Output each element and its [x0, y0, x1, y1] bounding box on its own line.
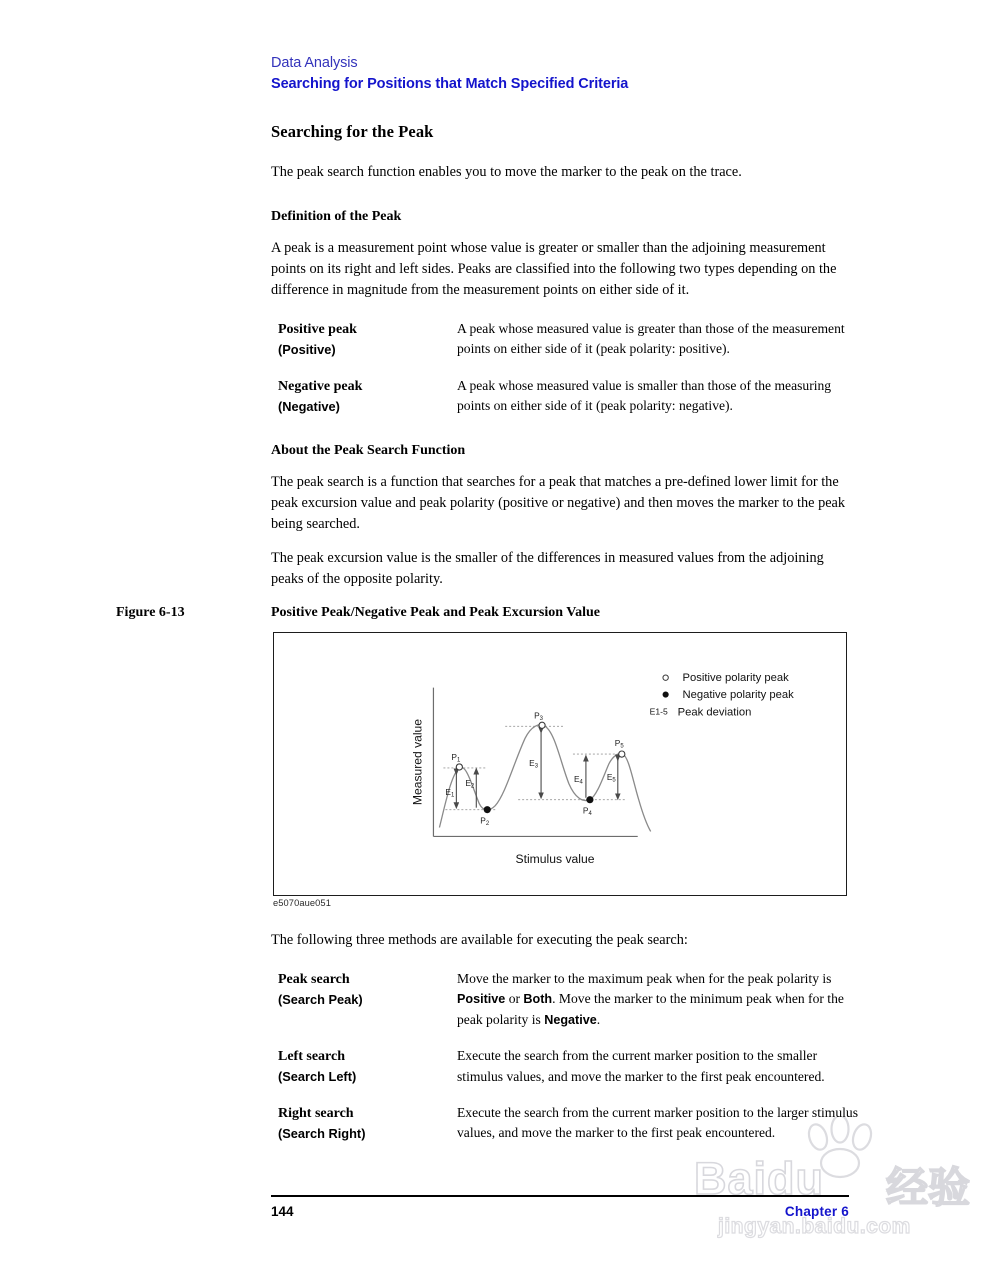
legend-label-positive: Positive polarity peak	[682, 672, 789, 685]
methods-intro: The following three methods are available for executing the peak search:	[271, 932, 688, 948]
peak-label-p4: P4	[582, 805, 592, 818]
method-description	[457, 969, 859, 1030]
intro-paragraph: The peak search function enables you to move the marker to the peak on the trace.	[271, 164, 742, 180]
method-description: Execute the search from the current marker position to the smaller stimulus values, and move the marker to the first peak encountered.	[457, 1048, 825, 1084]
excursion-label-e4: E4	[573, 773, 583, 786]
method-value-both: Both	[523, 992, 553, 1007]
method-term	[271, 969, 457, 1030]
figure-label: Figure 6-13	[116, 605, 185, 620]
peak-marker-p1	[456, 764, 462, 770]
list-item	[271, 376, 859, 417]
peak-label-p2: P2	[480, 815, 490, 828]
excursion-label-e1: E1	[445, 786, 455, 799]
peak-type-key: (Negative)	[278, 398, 340, 414]
peak-type-term	[271, 319, 457, 360]
page-number: 144	[271, 1204, 294, 1219]
peak-type-name: Negative peak	[278, 378, 363, 394]
peak-marker-p2	[484, 806, 491, 813]
peak-label-p1: P1	[451, 752, 461, 764]
figure-id: e5070aue051	[273, 898, 331, 908]
legend-label-deviation: Peak deviation	[677, 706, 752, 719]
page-title: Searching for the Peak	[271, 122, 434, 141]
watermark-brand-cn: 经验	[886, 1163, 971, 1212]
list-item	[271, 969, 859, 1030]
peak-type-key: (Positive)	[278, 342, 336, 358]
legend-marker-e1-5: E1-5	[649, 706, 668, 717]
section-title-header: Searching for Positions that Match Specified Criteria	[271, 76, 629, 93]
definition-paragraph: A peak is a measurement point whose value is greater or smaller than the adjoining measurement points on its right and left sides. Peaks are classified into the following two types depending on the difference in magnitude from the measurement points on either side of it.	[271, 240, 837, 299]
y-axis-label: Measured value	[410, 718, 425, 806]
list-item	[271, 1103, 859, 1144]
chart-legend	[650, 672, 795, 718]
peak-types-list	[271, 319, 859, 417]
list-item	[271, 319, 859, 360]
peak-type-description: A peak whose measured value is greater than those of the measurement points on either side of it (peak polarity: positive).	[457, 321, 845, 357]
method-key: (Search Peak)	[278, 992, 363, 1008]
figure-caption: Positive Peak/Negative Peak and Peak Excursion Value	[271, 605, 600, 620]
method-desc-part-1: Move the marker to the maximum peak when for the peak polarity is	[457, 971, 832, 987]
definition-heading: Definition of the Peak	[271, 209, 402, 225]
peak-type-name: Positive peak	[278, 322, 357, 338]
method-name: Right search	[278, 1105, 354, 1121]
peak-type-term	[271, 376, 457, 417]
method-description: Execute the search from the current marker position to the larger stimulus values, and move the marker to the first peak encountered.	[457, 1104, 859, 1141]
method-key: (Search Right)	[278, 1125, 366, 1141]
running-header	[271, 53, 871, 96]
method-key: (Search Left)	[278, 1069, 357, 1085]
watermark-url: jingyan.baidu.com	[718, 1215, 911, 1238]
method-desc-part-4: .	[596, 1011, 601, 1027]
figure-box	[273, 632, 847, 896]
search-methods-list	[271, 969, 859, 1144]
method-value-positive: Positive	[457, 992, 506, 1007]
excursion-label-e5: E5	[606, 771, 616, 784]
x-axis-label: Stimulus value	[515, 852, 595, 867]
method-term	[271, 1103, 457, 1144]
about-paragraph-1: The peak search is a function that searches for a peak that matches a pre-defined lower limit for the peak excursion value and peak polarity (positive or negative) and then moves the marker to the peak being searched.	[271, 473, 846, 532]
peak-type-description: A peak whose measured value is smaller than those of the measuring points on either side of it (peak polarity: negative).	[457, 377, 832, 414]
method-name: Left search	[278, 1049, 345, 1065]
about-paragraph-2: The peak excursion value is the smaller of the differences in measured values from the adjoining peaks of the opposite polarity.	[271, 549, 824, 587]
excursion-label-e2: E2	[465, 777, 475, 790]
methods-section	[271, 930, 859, 1160]
peak-label-p5: P5	[614, 738, 624, 750]
running-head-text: Data Analysis	[271, 55, 358, 71]
method-name: Peak search	[278, 972, 350, 988]
method-value-negative: Negative	[544, 1012, 597, 1027]
about-heading: About the Peak Search Function	[271, 442, 466, 458]
legend-label-negative: Negative polarity peak	[682, 689, 794, 701]
method-desc-part-2: or	[505, 991, 524, 1007]
legend-hollow-circle-icon	[663, 675, 668, 680]
legend-filled-circle-icon	[663, 691, 669, 697]
peak-marker-p4	[586, 796, 593, 803]
body-content	[271, 122, 859, 590]
excursion-label-e3: E3	[529, 758, 539, 770]
chapter-label: Chapter 6	[784, 1204, 849, 1219]
peak-excursion-chart	[274, 633, 846, 895]
method-term	[271, 1046, 457, 1087]
peak-marker-p5	[619, 751, 625, 757]
peak-label-p3: P3	[534, 710, 543, 722]
watermark-brand: Baidu	[694, 1153, 825, 1204]
list-item	[271, 1046, 859, 1087]
footer-divider	[271, 1195, 849, 1197]
method-desc-part-3: . Move the marker to the minimum peak when for the peak polarity is	[457, 991, 844, 1027]
peak-marker-p3	[539, 722, 545, 728]
